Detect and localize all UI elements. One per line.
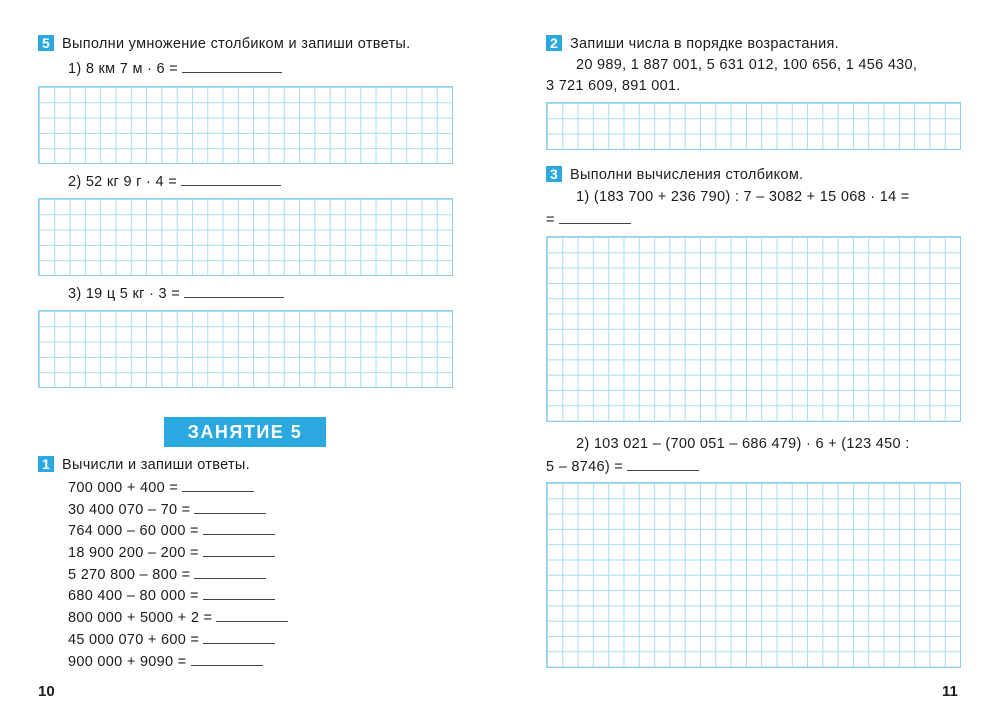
answer-blank[interactable] [203, 544, 275, 557]
grid-task2[interactable] [546, 102, 961, 150]
task5-title: Выполни умножение столбиком и запиши ответы. [62, 36, 411, 52]
answer-blank[interactable] [182, 60, 282, 73]
expression-text: 30 400 070 – 70 = [68, 501, 191, 518]
task3-title: Выполни вычисления столбиком. [570, 167, 804, 183]
task3-item-1-equals: = [546, 212, 555, 228]
task5-heading [38, 35, 410, 52]
expression-text: 680 400 – 80 000 = [68, 588, 199, 605]
answer-blank[interactable] [191, 653, 263, 666]
answer-blank[interactable] [181, 173, 281, 186]
answer-blank[interactable] [184, 285, 284, 298]
task1-heading [38, 456, 250, 473]
task5-item-2 [68, 173, 281, 190]
expression-row [68, 543, 288, 565]
task1-expression-list [68, 478, 288, 673]
expression-text: 18 900 200 – 200 = [68, 545, 199, 562]
task3-heading [546, 166, 803, 183]
task2-number-badge: 2 [546, 35, 562, 51]
task2-title: Запиши числа в порядке возрастания. [570, 36, 839, 52]
grid-task3-1[interactable] [546, 236, 961, 422]
grid-task5-1[interactable] [38, 86, 453, 164]
answer-blank[interactable] [203, 522, 275, 535]
task2-heading [546, 35, 839, 52]
expression-text: 764 000 – 60 000 = [68, 523, 199, 540]
expression-row [68, 565, 288, 587]
expression-text: 5 270 800 – 800 = [68, 566, 191, 583]
task3-item-2-text: 5 – 8746) = [546, 459, 624, 475]
task1-number-badge: 1 [38, 456, 54, 472]
task5-item-1 [68, 60, 282, 77]
expression-text: 800 000 + 5000 + 2 = [68, 610, 213, 627]
task3-number-badge: 3 [546, 166, 562, 182]
task1-title: Вычисли и запиши ответы. [62, 457, 250, 473]
grid-task5-3[interactable] [38, 310, 453, 388]
lesson-title-banner: ЗАНЯТИЕ 5 [164, 417, 326, 447]
task5-number-badge: 5 [38, 35, 54, 51]
answer-blank[interactable] [627, 458, 699, 471]
answer-blank[interactable] [216, 609, 288, 622]
expression-text: 45 000 070 + 600 = [68, 631, 200, 648]
expression-row [68, 652, 288, 674]
expression-row [68, 586, 288, 608]
expression-text: 900 000 + 9090 = [68, 653, 187, 670]
task5-item-3 [68, 285, 284, 302]
task2-numbers-line-1: 20 989, 1 887 001, 5 631 012, 100 656, 1 456 430, [576, 57, 918, 73]
grid-task5-2[interactable] [38, 198, 453, 276]
task5-item-1-text: 1) 8 км 7 м · 6 = [68, 61, 178, 77]
task3-item-2-line-1: 2) 103 021 – (700 051 – 686 479) · 6 + (123 450 : [576, 436, 910, 452]
answer-blank[interactable] [182, 479, 254, 492]
task2-numbers-line-2: 3 721 609, 891 001. [546, 78, 681, 94]
expression-text: 700 000 + 400 = [68, 480, 179, 496]
expression-row [68, 521, 288, 543]
expression-row [68, 500, 288, 522]
answer-blank[interactable] [194, 566, 266, 579]
task5-item-2-text: 2) 52 кг 9 г · 4 = [68, 174, 177, 190]
page-number-right: 11 [942, 683, 958, 700]
task5-item-3-text: 3) 19 ц 5 кг · 3 = [68, 286, 180, 302]
answer-blank[interactable] [203, 631, 275, 644]
expression-row [68, 630, 288, 652]
task3-item-1-line-1: 1) (183 700 + 236 790) : 7 – 3082 + 15 068 · 14 = [576, 189, 910, 205]
page-number-left: 10 [38, 683, 55, 700]
answer-blank[interactable] [203, 587, 275, 600]
expression-row [68, 608, 288, 630]
grid-task3-2[interactable] [546, 482, 961, 668]
expression-row [68, 478, 288, 500]
answer-blank[interactable] [194, 501, 266, 514]
task3-item-2-line-2 [546, 458, 699, 475]
answer-blank[interactable] [559, 211, 631, 224]
task3-item-1-line-2 [546, 211, 631, 228]
